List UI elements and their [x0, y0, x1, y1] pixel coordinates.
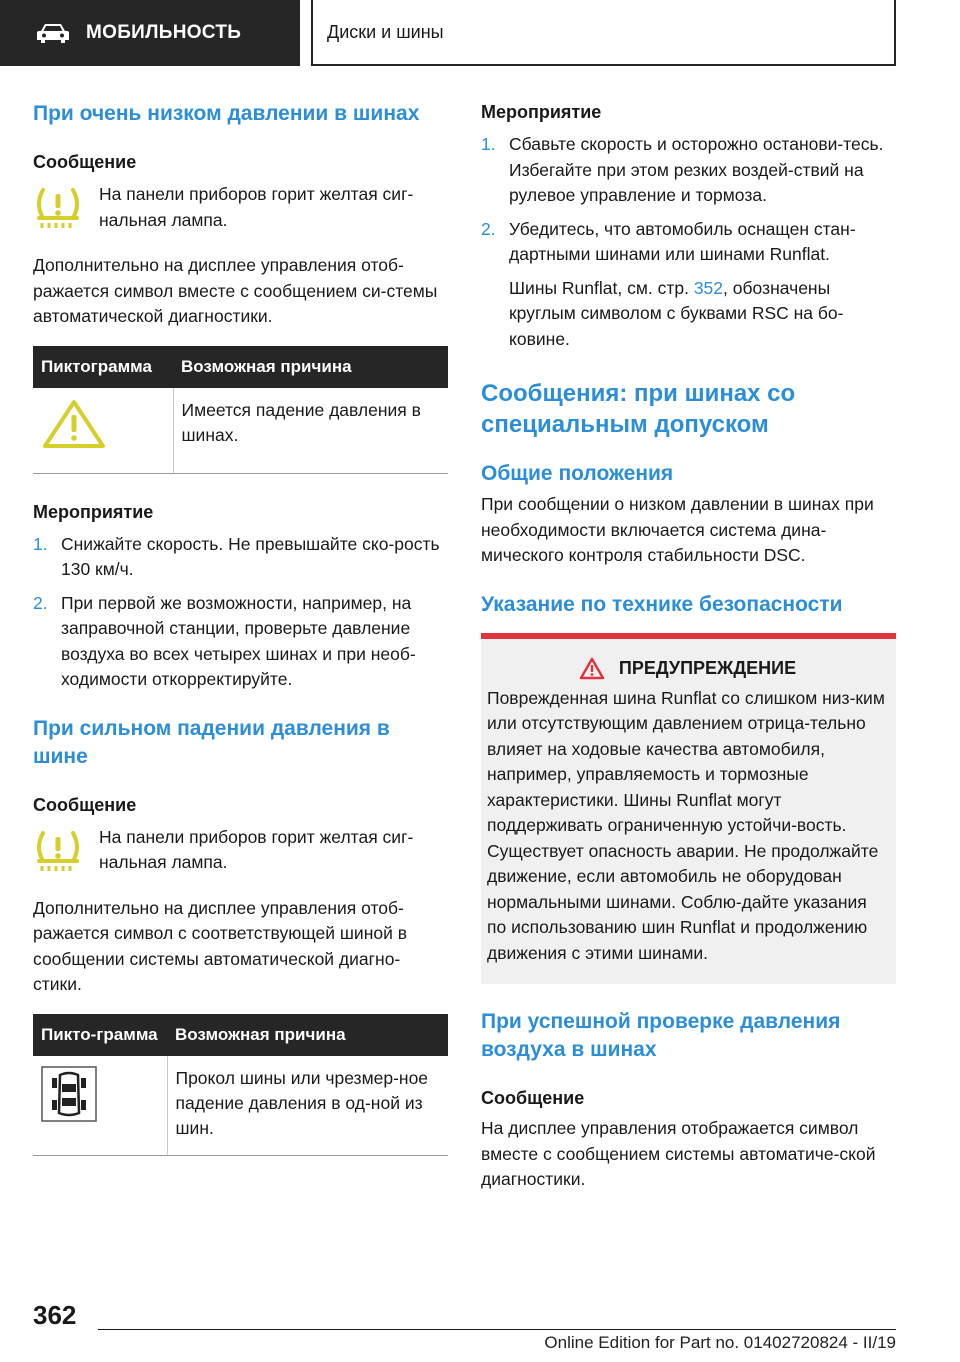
- step-text: При первой же возможности, например, на заправочной станции, проверьте давление воздуха во всех четырех шинах и при необ-ходимости откорректируйте.: [61, 592, 416, 689]
- general-text: При сообщении о низком давлении в шинах при необходимости включается система дина-мического контроля стабильности DSC.: [481, 494, 874, 565]
- message-row: [33, 825, 448, 878]
- heading-strong-pressure-drop: При сильном падении давления в шине: [33, 716, 390, 768]
- warning-title: ПРЕДУПРЕЖДЕНИЕ: [618, 657, 797, 678]
- table-cause-text: Прокол шины или чрезмер-ное падение давления в од-ной из шин.: [167, 1056, 448, 1156]
- step-number: 2.: [481, 218, 496, 239]
- heading-general: Общие положения: [481, 462, 674, 485]
- runflat-note: [509, 276, 896, 353]
- warning-header: [487, 657, 888, 680]
- car-tires-icon: [41, 1066, 97, 1122]
- step-number: 2.: [33, 592, 48, 613]
- right-column: [481, 100, 896, 1193]
- step-text: Убедитесь, что автомобиль оснащен стан-дартными шинами или шинами Runflat.: [509, 218, 856, 264]
- success-text: На дисплее управления отображается символ вместе с сообщением системы автоматиче-ской диагностики.: [481, 1118, 876, 1189]
- message-label: Сообщение: [33, 794, 137, 815]
- tpms-warning-icon: [33, 825, 99, 878]
- left-column: [33, 100, 448, 1156]
- table-row: [33, 1056, 448, 1156]
- pictogram-table-2: [33, 1014, 448, 1156]
- runflat-note-pre: Шины Runflat, см. стр.: [509, 277, 694, 298]
- step-text: Сбавьте скорость и осторожно останови-тесь. Избегайте при этом резких воздей-ствий на рулевое управление и тормоза.: [509, 134, 884, 205]
- section-title: МОБИЛЬНОСТЬ: [86, 22, 242, 43]
- extra-text: Дополнительно на дисплее управления отоб-ражается символ с соответствующей шиной в сообщении системы автоматической диагно-стики.: [33, 897, 408, 994]
- message-label: Сообщение: [481, 1088, 585, 1108]
- list-item: [481, 132, 896, 209]
- heading-successful-check: При успешной проверке давления воздуха в шинах: [481, 1010, 841, 1061]
- steps-list-2: [481, 132, 896, 268]
- section-tab: [0, 0, 300, 66]
- steps-list-1: [33, 532, 448, 693]
- heading-safety: Указание по технике безопасности: [481, 592, 843, 616]
- list-item: [481, 217, 896, 268]
- subsection-title: Диски и шины: [327, 21, 444, 42]
- list-item: [33, 532, 448, 583]
- warning-triangle-icon: [579, 657, 605, 680]
- edition-text: Online Edition for Part no. 01402720824 - II/19: [544, 1333, 896, 1352]
- runflat-note-post: , обозначены круглым символом с буквами RSC на бо-ковине.: [509, 277, 844, 349]
- action-label: Мероприятие: [481, 102, 602, 122]
- list-item: [33, 591, 448, 693]
- warning-box: [481, 633, 896, 985]
- warning-triangle-icon: [41, 398, 107, 450]
- step-number: 1.: [33, 533, 48, 554]
- table-row: [33, 388, 448, 474]
- subsection-box: [311, 0, 896, 66]
- heading-special-tires: Сообщения: при шинах со специальным допуском: [481, 380, 796, 438]
- footer-divider: [98, 1329, 896, 1330]
- warning-text: Поврежденная шина Runflat со слишком низ-ким или отсутствующим давлением отрица-тельно влияет на ходовые качества автомобиля, например, управляемость и тормозные характеристики. Шины Runflat могут поддерживать ограниченную устойчи-вость. Существует опасность аварии. Не продолжайте движение, если автомобиль не оборудован нормальными шинами. Соблю-дайте указания по использованию шин Runflat и продолжению движения с этими шинами.: [487, 687, 885, 963]
- heading-very-low-pressure: При очень низком давлении в шинах: [33, 102, 420, 125]
- message-label: Сообщение: [33, 152, 137, 172]
- step-text: Снижайте скорость. Не превышайте ско-рость 130 км/ч.: [61, 533, 440, 579]
- table-header-cause: Возможная причина: [167, 1014, 448, 1056]
- message-text: На панели приборов горит желтая сиг-нальная лампа.: [99, 826, 414, 872]
- extra-text: Дополнительно на дисплее управления отоб-ражается символ вместе с сообщением си-стемы автоматической диагностики.: [33, 255, 438, 326]
- page-link[interactable]: 352: [693, 277, 724, 298]
- car-icon: [36, 22, 70, 44]
- pictogram-table-1: [33, 346, 448, 474]
- table-cause-text: Имеется падение давления в шинах.: [173, 388, 448, 474]
- table-header-cause: Возможная причина: [173, 346, 448, 388]
- step-number: 1.: [481, 134, 496, 154]
- message-row: [33, 182, 448, 235]
- table-header-pictogram: Пикто-грамма: [33, 1014, 167, 1056]
- page-number: 362: [33, 1300, 77, 1330]
- table-header-pictogram: Пиктограмма: [33, 346, 173, 388]
- action-label: Мероприятие: [33, 501, 154, 522]
- message-text: На панели приборов горит желтая сиг-нальная лампа.: [99, 184, 414, 230]
- tpms-warning-icon: [33, 182, 99, 235]
